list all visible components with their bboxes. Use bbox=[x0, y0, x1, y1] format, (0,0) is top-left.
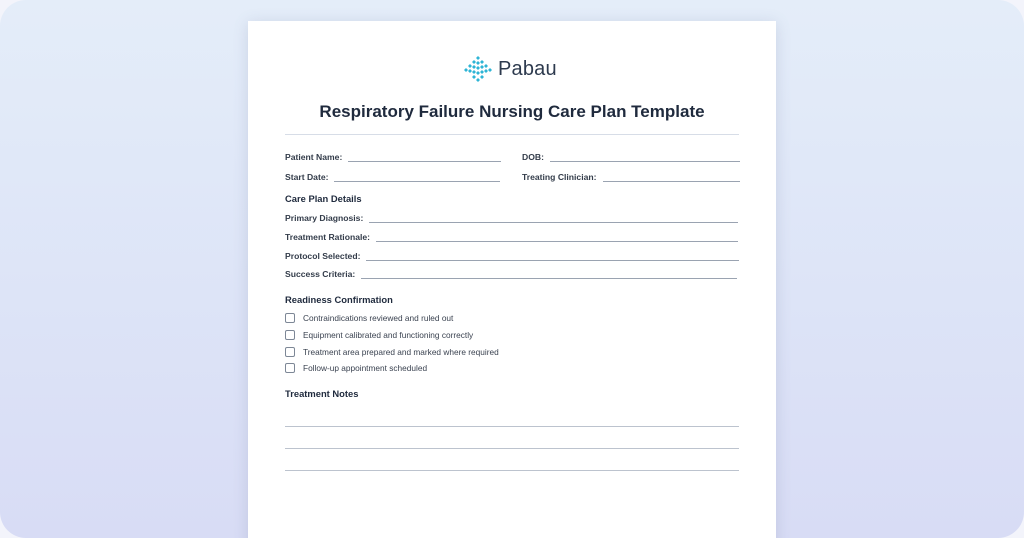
protocol-selected-line[interactable] bbox=[366, 251, 739, 261]
readiness-item[interactable] bbox=[285, 313, 453, 323]
dob-label: DOB: bbox=[522, 152, 544, 162]
primary-diagnosis-line[interactable] bbox=[369, 213, 738, 223]
success-criteria-field[interactable] bbox=[285, 269, 737, 279]
success-criteria-line[interactable] bbox=[361, 269, 737, 279]
readiness-item[interactable] bbox=[285, 347, 499, 357]
treating-clinician-field[interactable] bbox=[522, 172, 740, 182]
treating-clinician-label: Treating Clinician: bbox=[522, 172, 597, 182]
brand-logo bbox=[464, 55, 557, 83]
start-date-line[interactable] bbox=[334, 172, 500, 182]
protocol-selected-label: Protocol Selected: bbox=[285, 251, 361, 261]
readiness-heading: Readiness Confirmation bbox=[285, 294, 393, 305]
readiness-item-label: Follow-up appointment scheduled bbox=[303, 363, 428, 373]
start-date-label: Start Date: bbox=[285, 172, 329, 182]
checkbox[interactable] bbox=[285, 330, 295, 340]
dob-field[interactable] bbox=[522, 152, 740, 162]
treatment-rationale-line[interactable] bbox=[376, 232, 738, 242]
notes-line[interactable] bbox=[285, 470, 739, 471]
dob-line[interactable] bbox=[550, 152, 740, 162]
patient-name-label: Patient Name: bbox=[285, 152, 343, 162]
success-criteria-label: Success Criteria: bbox=[285, 269, 356, 279]
diamond-dots-icon bbox=[464, 55, 492, 83]
title-divider bbox=[285, 134, 739, 135]
care-plan-heading: Care Plan Details bbox=[285, 193, 362, 204]
checkbox[interactable] bbox=[285, 313, 295, 323]
patient-name-field[interactable] bbox=[285, 152, 501, 162]
readiness-item-label: Treatment area prepared and marked where required bbox=[303, 347, 499, 357]
treating-clinician-line[interactable] bbox=[603, 172, 740, 182]
patient-name-line[interactable] bbox=[348, 152, 501, 162]
readiness-item-label: Equipment calibrated and functioning correctly bbox=[303, 330, 474, 340]
checkbox[interactable] bbox=[285, 363, 295, 373]
checkbox[interactable] bbox=[285, 347, 295, 357]
document-title: Respiratory Failure Nursing Care Plan Template bbox=[319, 102, 705, 121]
readiness-item-label: Contraindications reviewed and ruled out bbox=[303, 313, 454, 323]
brand-name: Pabau bbox=[498, 57, 557, 80]
readiness-item[interactable] bbox=[285, 363, 427, 373]
treatment-rationale-field[interactable] bbox=[285, 232, 738, 242]
treatment-rationale-label: Treatment Rationale: bbox=[285, 232, 371, 242]
treatment-notes-heading: Treatment Notes bbox=[285, 388, 359, 399]
notes-line[interactable] bbox=[285, 448, 739, 449]
readiness-item[interactable] bbox=[285, 330, 473, 340]
primary-diagnosis-field[interactable] bbox=[285, 213, 738, 223]
document-sheet bbox=[248, 21, 776, 538]
primary-diagnosis-label: Primary Diagnosis: bbox=[285, 213, 364, 223]
notes-line[interactable] bbox=[285, 426, 739, 427]
start-date-field[interactable] bbox=[285, 172, 500, 182]
protocol-selected-field[interactable] bbox=[285, 251, 739, 261]
